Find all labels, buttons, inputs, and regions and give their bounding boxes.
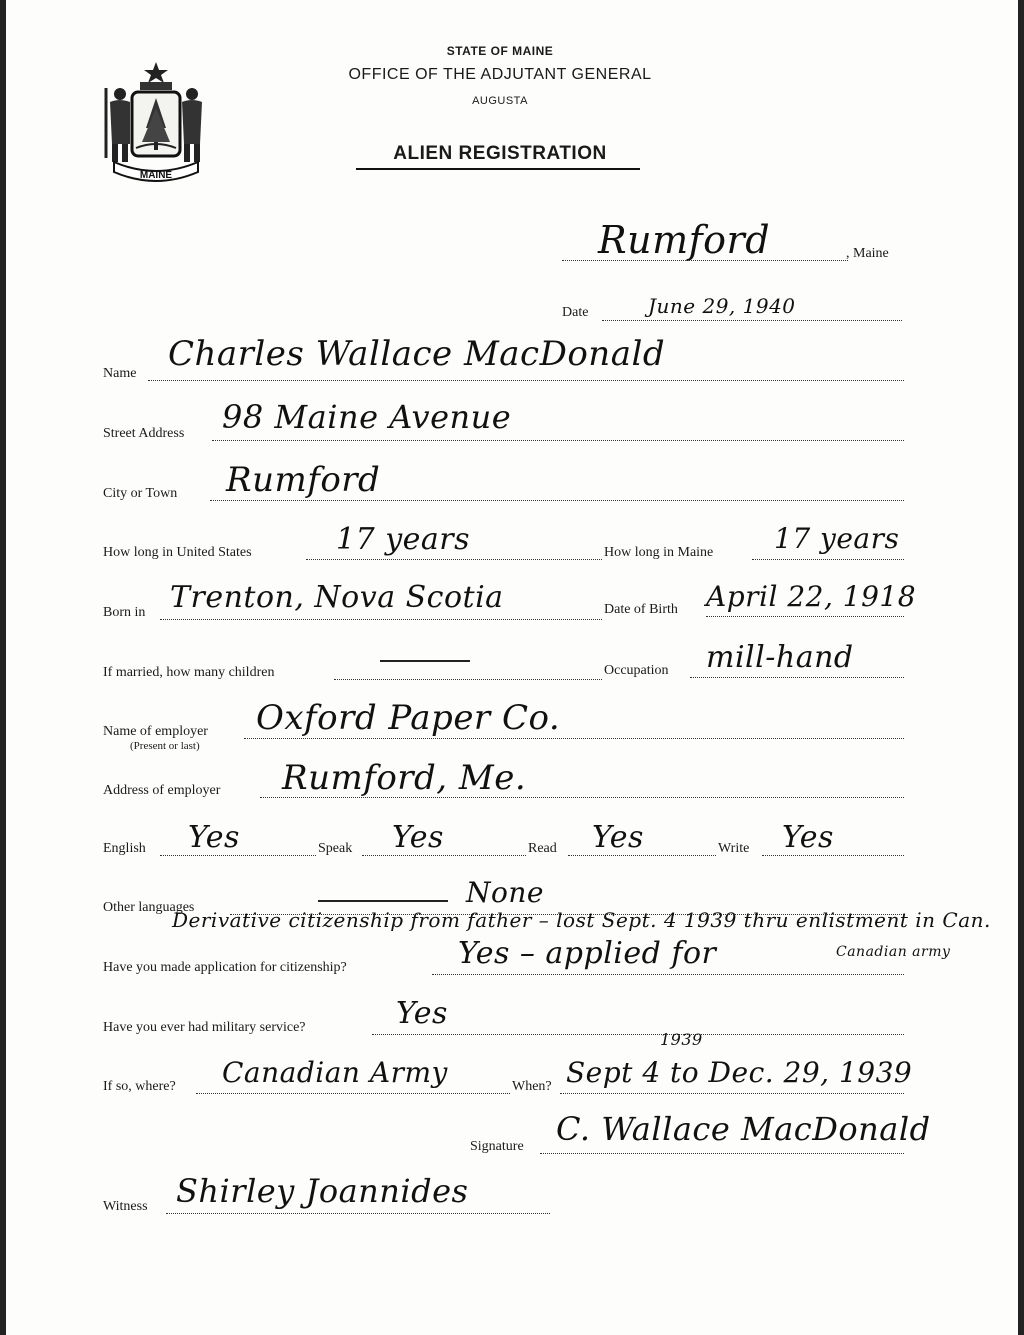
name-label: Name (103, 366, 137, 381)
witness-line (166, 1213, 550, 1214)
english-entry: Yes (188, 820, 240, 855)
military-line (372, 1034, 904, 1035)
employer-address-label: Address of employer (103, 783, 221, 798)
occupation-line (690, 677, 904, 678)
when-entry: Sept 4 to Dec. 29, 1939 (566, 1056, 913, 1089)
occupation-label: Occupation (604, 663, 669, 678)
city-heading: AUGUSTA (472, 95, 528, 107)
dob-entry: April 22, 1918 (706, 580, 917, 613)
read-label: Read (528, 841, 557, 856)
scan-edge-left (0, 0, 6, 1335)
signature-label: Signature (470, 1139, 524, 1154)
witness-entry: Shirley Joannides (176, 1172, 469, 1210)
other-languages-label: Other languages (103, 900, 195, 915)
when-year-entry: 1939 (660, 1030, 703, 1049)
city-label: City or Town (103, 486, 178, 501)
born-entry: Trenton, Nova Scotia (170, 580, 504, 615)
citizenship-army-note: Canadian army (836, 944, 951, 960)
where-line (196, 1093, 510, 1094)
city-line (210, 500, 904, 501)
street-line (212, 440, 904, 441)
employer-sublabel: (Present or last) (130, 740, 200, 752)
witness-label: Witness (103, 1199, 148, 1214)
employer-line (244, 738, 904, 739)
state-heading: STATE OF MAINE (446, 44, 554, 58)
town-entry: Rumford (598, 218, 771, 262)
date-label: Date (562, 305, 589, 320)
write-entry: Yes (782, 820, 834, 855)
employer-address-entry: Rumford, Me. (282, 758, 527, 798)
street-label: Street Address (103, 426, 185, 441)
employer-label: Name of employer (103, 724, 208, 739)
english-label: English (103, 841, 146, 856)
dob-label: Date of Birth (604, 602, 678, 617)
when-line (560, 1093, 904, 1094)
signature-entry: C. Wallace MacDonald (556, 1110, 931, 1148)
children-label: If married, how many children (103, 665, 275, 680)
where-label: If so, where? (103, 1079, 176, 1094)
citizenship-line (432, 974, 904, 975)
street-entry: 98 Maine Avenue (222, 398, 512, 436)
maine-years-label: How long in Maine (604, 545, 714, 560)
signature-line (540, 1153, 904, 1154)
us-years-line (306, 559, 602, 560)
form-title: ALIEN REGISTRATION (393, 143, 607, 164)
name-line (148, 380, 904, 381)
read-entry: Yes (592, 820, 644, 855)
speak-entry: Yes (392, 820, 444, 855)
children-line (334, 679, 602, 680)
english-line (160, 855, 316, 856)
maine-years-line (752, 559, 904, 560)
us-years-entry: 17 years (336, 522, 471, 557)
write-label: Write (718, 841, 750, 856)
scan-edge-right (1018, 0, 1024, 1335)
speak-line (362, 855, 526, 856)
read-line (568, 855, 716, 856)
write-line (762, 855, 904, 856)
date-line (602, 320, 902, 321)
city-entry: Rumford (226, 460, 381, 500)
dob-line (706, 616, 904, 617)
title-underline (356, 168, 640, 170)
office-heading: OFFICE OF THE ADJUTANT GENERAL (348, 66, 652, 83)
svg-text:MAINE: MAINE (139, 170, 173, 181)
born-line (160, 619, 602, 620)
born-label: Born in (103, 605, 146, 620)
maine-years-entry: 17 years (774, 522, 900, 555)
military-entry: Yes (396, 996, 448, 1031)
children-dash (380, 660, 470, 662)
when-label: When? (512, 1079, 552, 1094)
occupation-entry: mill-hand (706, 640, 854, 675)
name-entry: Charles Wallace MacDonald (168, 334, 666, 374)
us-years-label: How long in United States (103, 545, 252, 560)
citizenship-entry: Yes – applied for (458, 936, 717, 971)
other-languages-dash (318, 900, 448, 902)
other-languages-entry: None (466, 876, 544, 909)
speak-label: Speak (318, 841, 353, 856)
employer-entry: Oxford Paper Co. (256, 698, 561, 738)
citizenship-label: Have you made application for citizenship? (103, 960, 347, 975)
date-entry: June 29, 1940 (648, 294, 796, 318)
citizenship-note-entry: Derivative citizenship from father – lost Sept. 4 1939 thru enlistment in Can. (172, 908, 991, 932)
where-entry: Canadian Army (222, 1056, 448, 1089)
maine-label: , Maine (846, 246, 889, 261)
military-label: Have you ever had military service? (103, 1020, 306, 1035)
